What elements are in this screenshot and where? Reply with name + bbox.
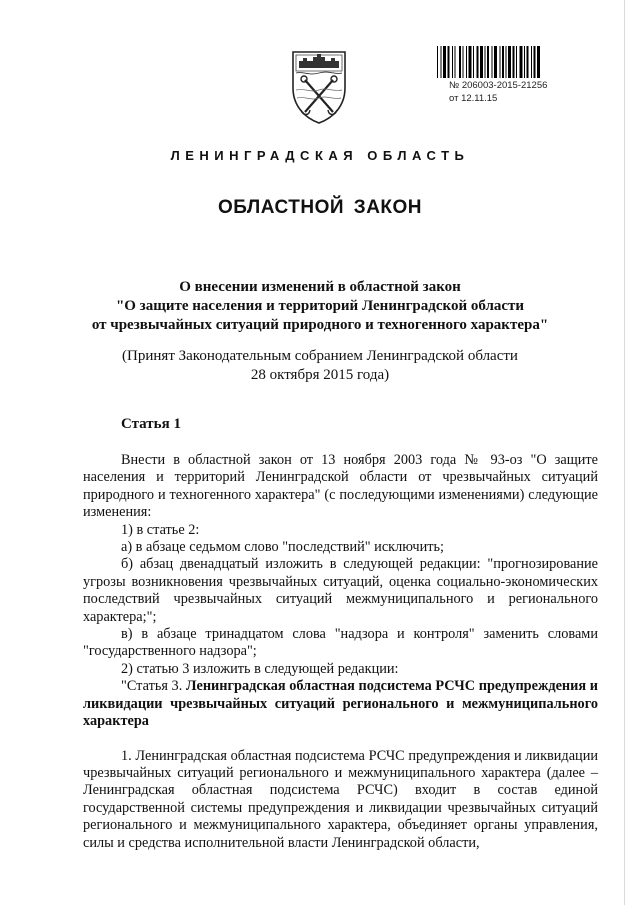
- paragraph: в) в абзаце тринадцатом слова "надзора и контроля" заменить словами "государственного надзора";: [83, 626, 598, 660]
- registration-number: № 206003-2015-21256: [449, 80, 548, 91]
- document-type: ОБЛАСТНОЙ ЗАКОН: [217, 197, 423, 218]
- barcode: [437, 46, 613, 78]
- adoption-note: [0, 347, 640, 385]
- article3-prefix: "Статья 3.: [121, 678, 183, 695]
- paragraph: 2) статью 3 изложить в следующей редакции:: [121, 660, 399, 677]
- article3-title: Ленинградская областная подсистема РСЧС предупреждения и ликвидации чрезвычайных ситуаций регионального и межмуниципального характера: [83, 678, 598, 730]
- article3-paragraph: [83, 678, 598, 730]
- law-title-line: "О защите населения и территорий Ленинградской области: [115, 298, 525, 314]
- law-title: [0, 278, 640, 335]
- adoption-line: (Принят Законодательным собранием Ленинградской области: [122, 348, 518, 364]
- paragraph: а) в абзаце седьмом слово "последствий" исключить;: [121, 539, 444, 556]
- paragraph: 1. Ленинградская областная подсистема РСЧС предупреждения и ликвидации чрезвычайных ситуаций регионального и межмуниципального характера (далее – Ленинградская областная подсистема РСЧС) входит в состав единой государственной системы предупреждения и ликвидации чрезвычайных ситуаций регионального и межмуниципального характера, объединяет органы управления, силы и средства исполнительной власти Ленинградской области,: [83, 747, 598, 851]
- article-heading: Статья 1: [121, 416, 181, 432]
- adoption-line: 28 октября 2015 года): [250, 367, 390, 383]
- article-body: [83, 452, 598, 852]
- coat-of-arms-icon: [283, 46, 355, 126]
- law-title-line: от чрезвычайных ситуаций природного и техногенного характера": [91, 317, 549, 333]
- law-title-line: О внесении изменений в областной закон: [179, 279, 461, 295]
- page-edge: [624, 0, 625, 905]
- paragraph: 1) в статье 2:: [121, 521, 200, 538]
- paragraph: Внести в областной закон от 13 ноября 2003 года № 93-оз "О защите населения и территорий Ленинградской области от чрезвычайных ситуаций природного и техногенного характера" (с последующими изменениями) следующие изменения:: [83, 452, 598, 521]
- paragraph: б) абзац двенадцатый изложить в следующей редакции: "прогнозирование угрозы возникновения чрезвычайных ситуаций, оценка социально-экономических последствий чрезвычайных ситуаций межмуниципального и регионального характера;";: [83, 556, 598, 625]
- registration-date: от 12.11.15: [449, 93, 498, 104]
- region-name: ЛЕНИНГРАДСКАЯ ОБЛАСТЬ: [170, 148, 470, 163]
